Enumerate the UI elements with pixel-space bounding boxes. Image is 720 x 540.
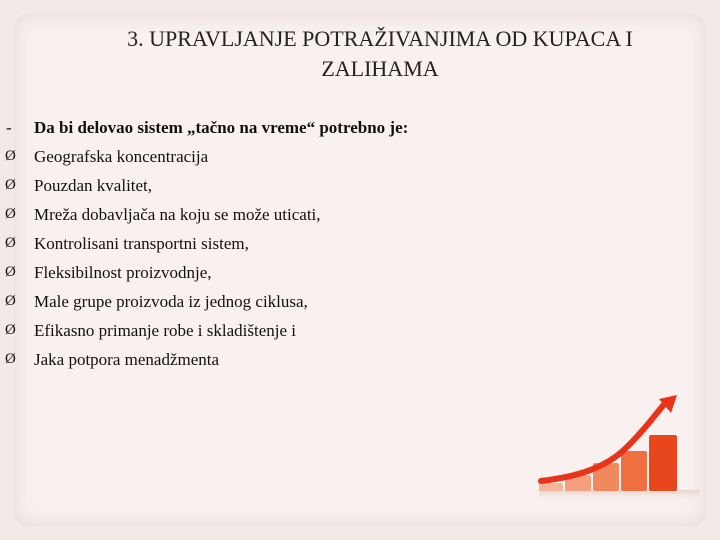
- bar-1: [539, 483, 563, 491]
- arrow-bullet-icon: Ø: [5, 264, 16, 280]
- list-item-text: Kontrolisani transportni sistem,: [34, 234, 249, 253]
- list-item-text: Mreža dobavljača na koju se može uticati,: [34, 205, 321, 224]
- arrow-bullet-icon: Ø: [5, 235, 16, 251]
- arrow-bullet-icon: Ø: [5, 293, 16, 309]
- list-item-text: Jaka potpora menadžmenta: [34, 350, 220, 369]
- arrow-bullet-icon: Ø: [5, 351, 16, 367]
- list-item: [0, 258, 700, 287]
- slide-title: 3. UPRAVLJANJE POTRAŽIVANJIMA OD KUPACA I ZALIHAMA: [127, 26, 633, 81]
- dash-bullet: -: [6, 118, 12, 137]
- growth-bar-chart-arrow-icon: [535, 395, 705, 505]
- list-item: [0, 142, 700, 171]
- list-item: [0, 316, 700, 345]
- list-item-text: Pouzdan kvalitet,: [34, 176, 153, 195]
- list-item-text: Efikasno primanje robe i skladištenje i: [34, 321, 297, 340]
- arrow-bullet-icon: Ø: [5, 177, 16, 193]
- bar-4: [621, 451, 647, 491]
- bar-5: [649, 435, 677, 491]
- list-item-text: Da bi delovao sistem „tačno na vreme“ potrebno je:: [34, 118, 409, 137]
- list-item-text: Fleksibilnost proizvodnje,: [34, 263, 212, 282]
- arrow-bullet-icon: Ø: [5, 148, 16, 164]
- list-item-text: Male grupe proizvoda iz jednog ciklusa,: [34, 292, 308, 311]
- list-item: [0, 345, 700, 374]
- list-item: [0, 287, 700, 316]
- arrow-bullet-icon: Ø: [5, 322, 16, 338]
- bullet-list: [0, 113, 700, 374]
- arrow-bullet-icon: Ø: [5, 206, 16, 222]
- list-item: [0, 229, 700, 258]
- list-item-text: Geografska koncentracija: [34, 147, 209, 166]
- list-item: [0, 171, 700, 200]
- list-item: [0, 200, 700, 229]
- list-item: [0, 113, 700, 142]
